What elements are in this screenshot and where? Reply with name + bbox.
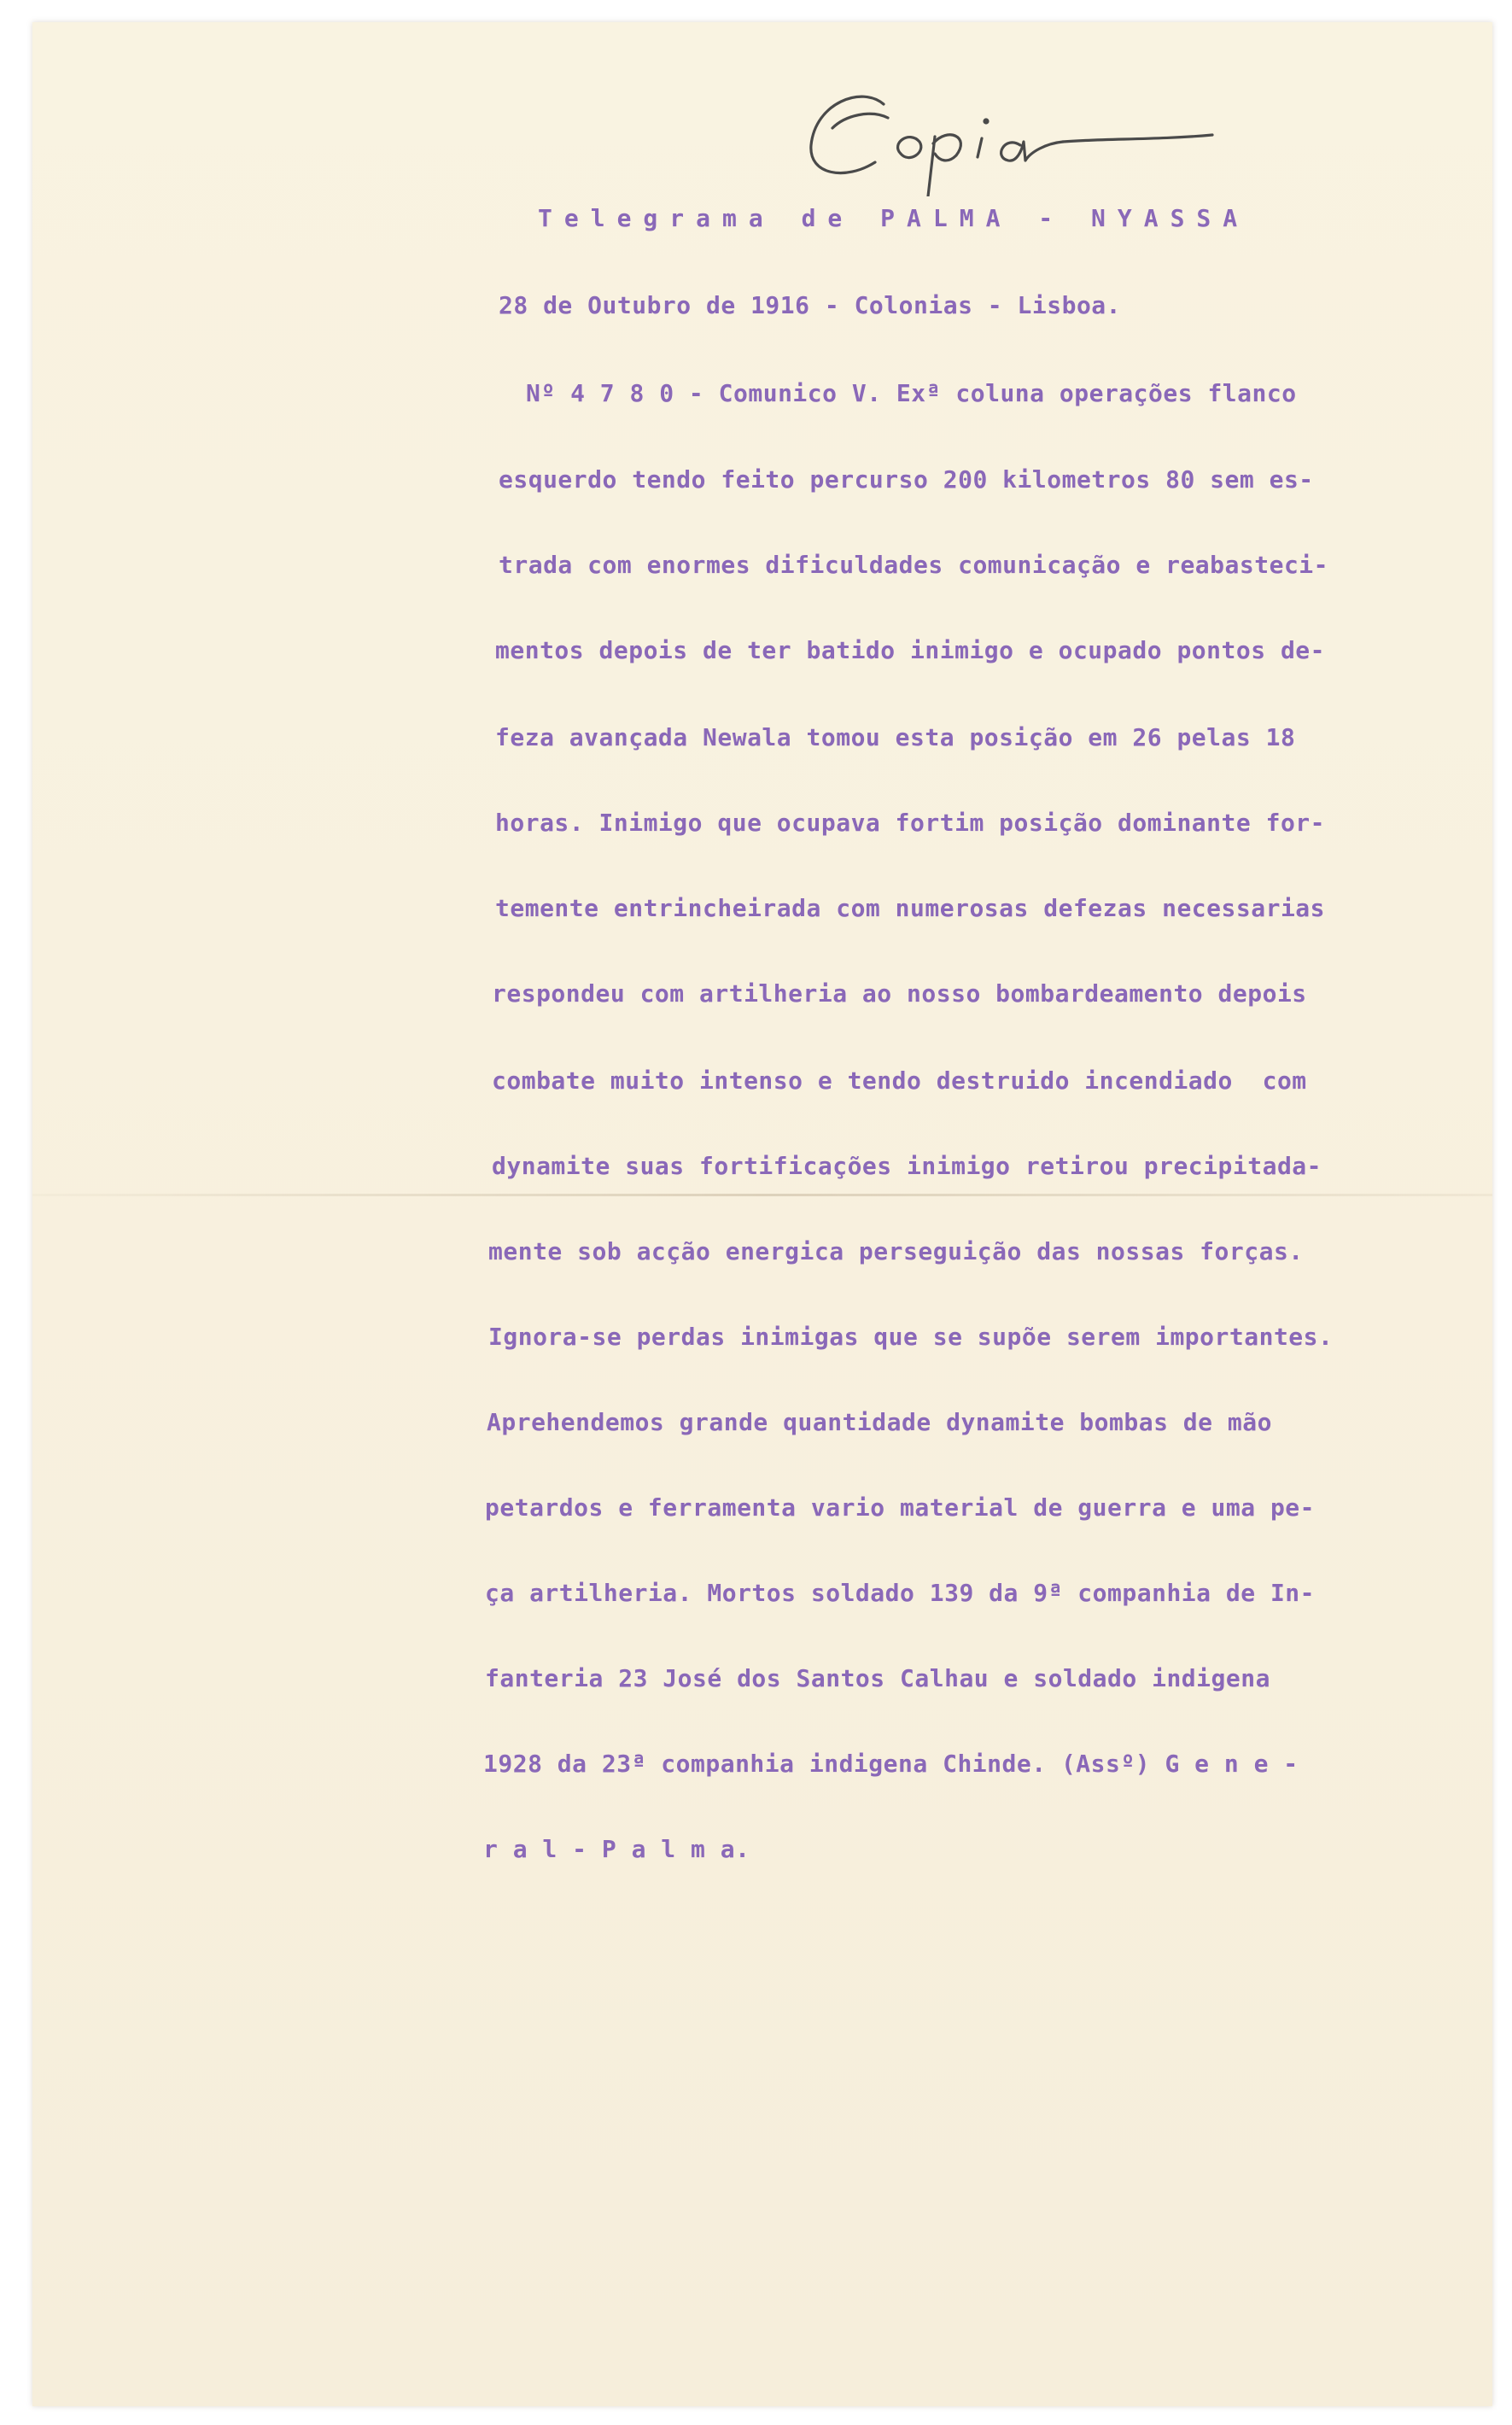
signature-line: r a l - P a l m a. — [483, 1835, 750, 1863]
handwritten-copia-annotation — [781, 68, 1225, 196]
body-line-16: fanteria 23 José dos Santos Calhau e soldado indigena — [485, 1664, 1270, 1692]
body-line-11: mente sob acção energica perseguição das nossas forças. — [488, 1237, 1304, 1265]
body-line-8: respondeu com artilheria ao nosso bombardeamento depois — [492, 979, 1307, 1008]
body-line-1: Nº 4 7 8 0 - Comunico V. Exª coluna operações flanco — [526, 379, 1297, 407]
handwriting-copia-icon — [781, 68, 1225, 196]
body-line-4: mentos depois de ter batido inimigo e ocupado pontos de- — [495, 636, 1326, 664]
body-line-14: petardos e ferramenta vario material de guerra e uma pe- — [485, 1493, 1316, 1522]
body-line-6: horas. Inimigo que ocupava fortim posição dominante for- — [495, 809, 1326, 837]
telegram-title: Telegrama de PALMA - NYASSA — [538, 204, 1250, 232]
body-line-17: 1928 da 23ª companhia indigena Chinde. (Assº) G e n e - — [483, 1750, 1299, 1778]
paper-fold-line — [32, 1194, 1492, 1196]
body-line-12: Ignora-se perdas inimigas que se supõe serem importantes. — [488, 1323, 1334, 1351]
body-line-2: esquerdo tendo feito percurso 200 kilometros 80 sem es- — [499, 465, 1314, 494]
body-line-5: feza avançada Newala tomou esta posição em 26 pelas 18 — [495, 723, 1296, 751]
body-line-10: dynamite suas fortificações inimigo retirou precipitada- — [492, 1152, 1322, 1180]
date-line: 28 de Outubro de 1916 - Colonias - Lisboa. — [499, 291, 1122, 319]
body-line-13: Aprehendemos grande quantidade dynamite bombas de mão — [487, 1408, 1272, 1436]
body-line-9: combate muito intenso e tendo destruido incendiado com — [492, 1066, 1307, 1095]
body-line-7: temente entrincheirada com numerosas defezas necessarias — [495, 894, 1326, 922]
body-line-15: ça artilheria. Mortos soldado 139 da 9ª companhia de In- — [485, 1579, 1316, 1607]
body-line-3: trada com enormes dificuldades comunicação e reabasteci- — [499, 551, 1329, 579]
